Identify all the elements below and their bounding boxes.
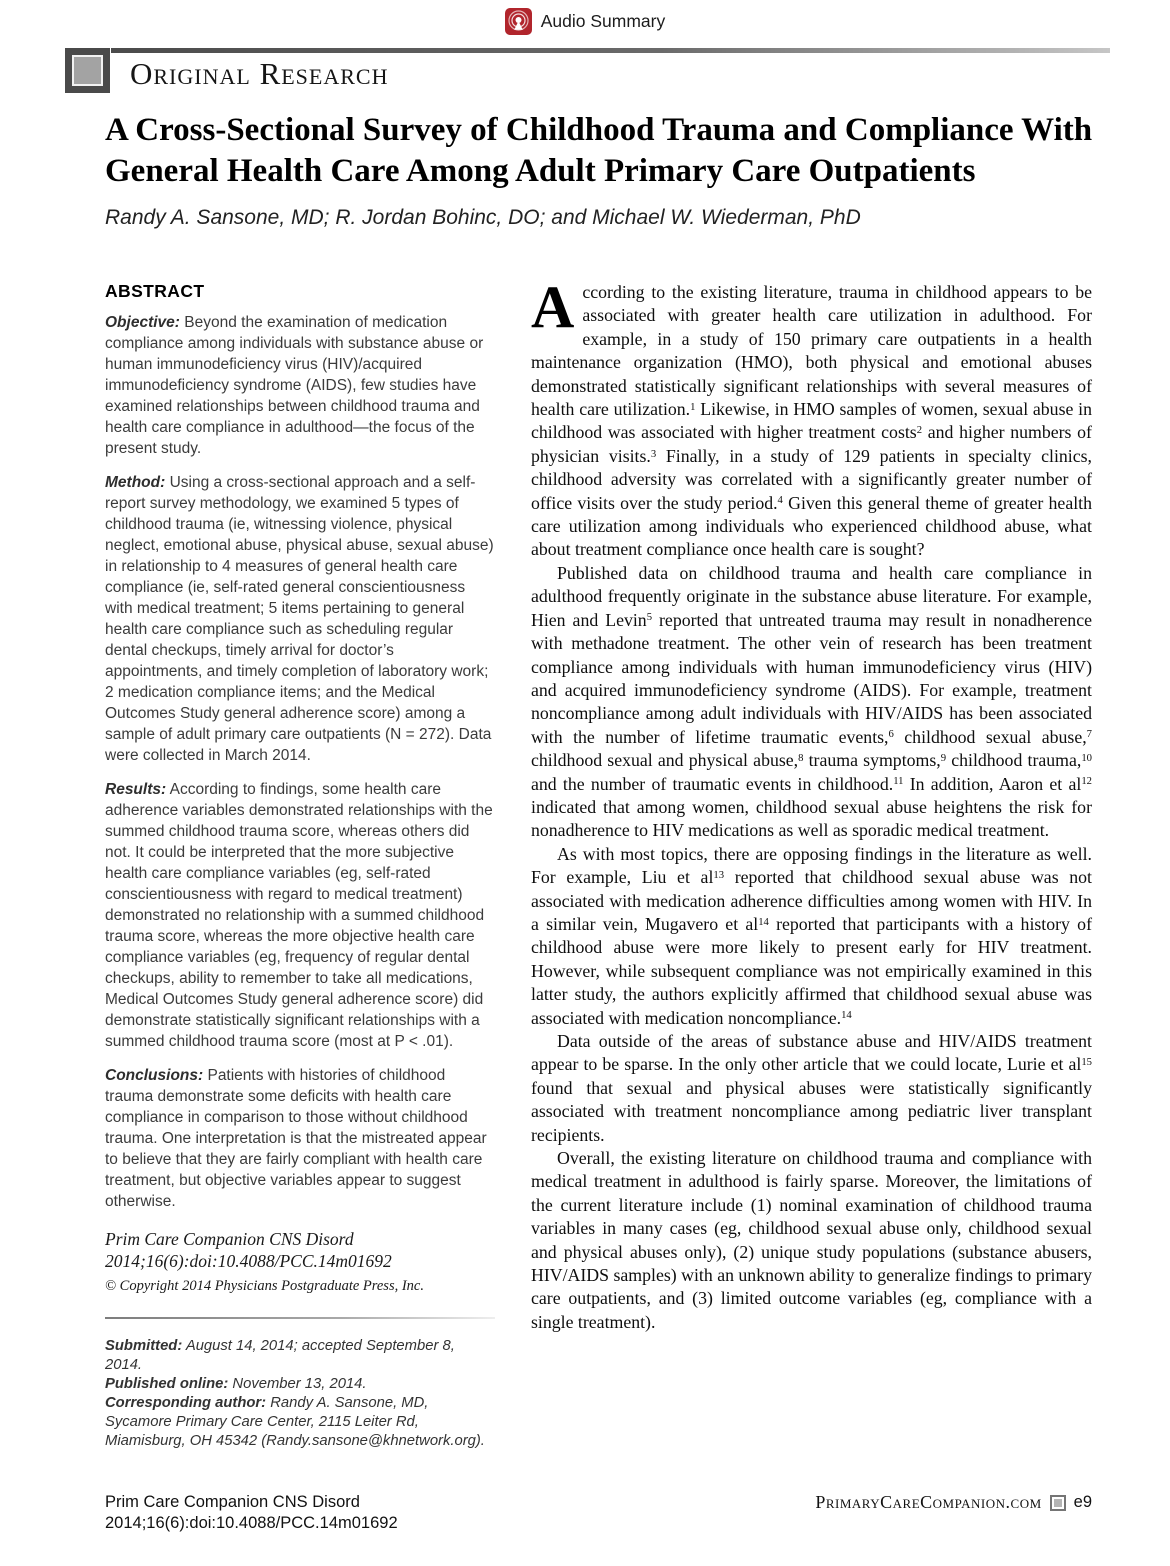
article-columns bbox=[105, 274, 1093, 1451]
page-footer bbox=[105, 1492, 1092, 1534]
original-research-icon bbox=[65, 48, 110, 93]
body-column bbox=[531, 274, 1093, 1451]
audio-summary-label: Audio Summary bbox=[540, 11, 666, 31]
abstract-objective bbox=[105, 312, 495, 459]
footer-journal-line1: Prim Care Companion CNS Disord bbox=[105, 1493, 360, 1511]
corresponding-author-label: Corresponding author: bbox=[105, 1395, 267, 1411]
footer-site-link: PrimaryCareCompanion.com bbox=[815, 1492, 1042, 1512]
abstract-meta-divider bbox=[105, 1317, 495, 1319]
abstract-results-label: Results: bbox=[105, 781, 167, 798]
section-kicker: Original Research bbox=[130, 56, 389, 91]
audio-summary-link[interactable] bbox=[0, 8, 1170, 35]
footer-journal-line2: 2014;16(6):doi:10.4088/PCC.14m01692 bbox=[105, 1514, 398, 1532]
body-paragraph-3: As with most topics, there are opposing findings in the literature as well. For example, Liu et $al^{13}$ reported that childhood sexual abuse was not associated with medication adherence difficulties among women with HIV. In a similar vein, Mugavero et $al^{14}$ reported that participants with a history of childhood abuse were more likely to present early for HIV treatment. However, while subsequent compliance was not empirically examined in this latter study, the authors explicitly affirmed that childhood sexual abuse was associated with medication noncompliance.$^{14}$ bbox=[531, 843, 1092, 1028]
abstract-conclusions bbox=[105, 1065, 495, 1212]
audio-summary-icon bbox=[505, 8, 532, 35]
published-online-line bbox=[105, 1375, 495, 1394]
abstract-results bbox=[105, 779, 495, 1052]
submitted-label: Submitted: bbox=[105, 1338, 183, 1354]
abstract-method-label: Method: bbox=[105, 474, 166, 491]
corresponding-author-line bbox=[105, 1394, 495, 1451]
abstract-heading: ABSTRACT bbox=[105, 281, 205, 301]
footer-site-block bbox=[815, 1492, 1092, 1513]
body-paragraph-5: Overall, the existing literature on childhood trauma and compliance with medical treatment in adulthood is fairly sparse. Moreover, the limitations of the current literature include (1) nominal examination of childhood trauma variables in many cases (eg, childhood sexual abuse only, childhood sexual and physical abuses only), (2) unique study populations (substance abusers, HIV/AIDS samples) with an unknown ability to generalize findings to primary care outpatients, and (3) limited outcome variables (eg, compliance with a single treatment). bbox=[531, 1148, 1092, 1332]
footer-page-number: e9 bbox=[1073, 1493, 1092, 1511]
journal-citation bbox=[105, 1228, 495, 1272]
submission-meta bbox=[105, 1337, 495, 1451]
dropcap: A bbox=[531, 274, 575, 340]
submitted-line bbox=[105, 1337, 495, 1375]
footer-square-icon bbox=[1050, 1495, 1066, 1511]
footer-journal-info bbox=[105, 1492, 398, 1534]
copyright-line: © Copyright 2014 Physicians Postgraduate Press, Inc. bbox=[105, 1278, 424, 1294]
abstract-objective-label: Objective: bbox=[105, 314, 180, 331]
body-paragraph-1-text: ccording to the existing literature, trauma in childhood appears to be associated with greater health care utilization in adulthood. For example, in a study of 150 primary care outpatients in a health maintenance organization (HMO), both physical and emotional abuses demonstrated statistically significant relationships with several measures of health care utilization.$^1$ Likewise, in HMO samples of women, sexual abuse in childhood was associated with higher treatment costs$^2$ and higher numbers of physician visits.$^3$ Finally, in a study of 129 patients in specialty clinics, childhood adversity was correlated with a significantly greater number of office visits over the study period.$^4$ Given this general theme of greater health care utilization among individuals who experienced childhood abuse, what about treatment compliance once health care is sought? bbox=[531, 282, 1093, 560]
submitted-text: August 14, 2014; accepted September 8, 2014. bbox=[105, 1338, 455, 1373]
abstract-method bbox=[105, 472, 495, 766]
abstract-column bbox=[105, 281, 495, 1451]
abstract-conclusions-text: Patients with histories of childhood trauma demonstrate some deficits with health care compliance in comparison to those without childhood trauma. One interpretation is that the mistreated appear to believe that they are fairly compliant with health care treatment, but objective variables appear to suggest otherwise. bbox=[105, 1067, 487, 1210]
body-paragraph-1 bbox=[531, 274, 1093, 562]
journal-citation-line1: Prim Care Companion CNS Disord bbox=[105, 1229, 354, 1249]
abstract-objective-text: Beyond the examination of medication compliance among individuals with substance abuse or human immunodeficiency virus (HIV)/acquired immunodeficiency syndrome (AIDS), few studies have examined relationships between childhood trauma and health care compliance in adulthood—the focus of the present study. bbox=[105, 314, 484, 457]
published-online-text: November 13, 2014. bbox=[228, 1376, 367, 1392]
abstract-method-text: Using a cross-sectional approach and a self-report survey methodology, we examined 5 types of childhood trauma (ie, witnessing violence, physical neglect, emotional abuse, physical abuse, sexual abuse) in relationship to 4 measures of general health care compliance (ie, self-rated general conscientiousness with medical treatment; 5 items pertaining to general health care compliance such as scheduling regular dental checkups, timely arrival for doctor’s appointments, and timely completion of laboratory work; 2 medication compliance items; and the Medical Outcomes Study general adherence score) among a sample of adult primary care outpatients (N = 272). Data were collected in March 2014. bbox=[105, 474, 494, 764]
body-paragraph-2: Published data on childhood trauma and health care compliance in adulthood frequently originate in the substance abuse literature. For example, Hien and Levin$^5$ reported that untreated trauma may result in nonadherence with methadone treatment. The other vein of research has been treatment compliance among individuals with human immunodeficiency virus (HIV) and acquired immunodeficiency syndrome (AIDS). For example, treatment noncompliance among adult individuals with HIV/AIDS has been associated with the number of lifetime traumatic events,$^6$ childhood sexual abuse,$^7$ childhood sexual and physical abuse,$^8$ trauma symptoms,$^9$ childhood trauma,$^{10}$ and the number of traumatic events in childhood.$^{11}$ In addition, Aaron et $al^{12}$ indicated that among women, childhood sexual abuse heightens the risk for nonadherence to HIV medications as well as sporadic medical treatment. bbox=[531, 562, 1092, 841]
corresponding-author-text: Randy A. Sansone, MD, Sycamore Primary Care Center, 2115 Leiter Rd, Miamisburg, OH 45342 (Randy.sansone@khnetwork.org). bbox=[105, 1395, 485, 1449]
article-authors: Randy A. Sansone, MD; R. Jordan Bohinc, DO; and Michael W. Wiederman, PhD bbox=[105, 206, 861, 229]
abstract-results-text: According to findings, some health care adherence variables demonstrated relationships with the summed childhood trauma score, whereas others did not. It could be interpreted that the more subjective health care compliance variables (eg, self-rated conscientiousness with regard to medical treatment) demonstrated no relationship with a summed childhood trauma score, whereas the more objective health care compliance variables (eg, frequency of regular dental checkups, ability to remember to take all medications, Medical Outcomes Study general adherence score) did demonstrate statistically significant relationships with a summed childhood trauma score (most at P < .01). bbox=[105, 781, 493, 1050]
body-paragraph-4: Data outside of the areas of substance abuse and HIV/AIDS treatment appear to be sparse. In the only other article that we could locate, Lurie et $al^{15}$ found that sexual and physical abuses were statistically significantly associated with treatment noncompliance among pediatric liver transplant recipients. bbox=[531, 1031, 1092, 1145]
published-online-label: Published online: bbox=[105, 1376, 229, 1392]
journal-citation-line2: 2014;16(6):doi:10.4088/PCC.14m01692 bbox=[105, 1251, 392, 1271]
abstract-conclusions-label: Conclusions: bbox=[105, 1067, 204, 1084]
header-rule bbox=[111, 48, 1110, 53]
article-title: A Cross-Sectional Survey of Childhood Trauma and Compliance With General Health Care Among Adult Primary Care Outpatients bbox=[105, 112, 1093, 189]
